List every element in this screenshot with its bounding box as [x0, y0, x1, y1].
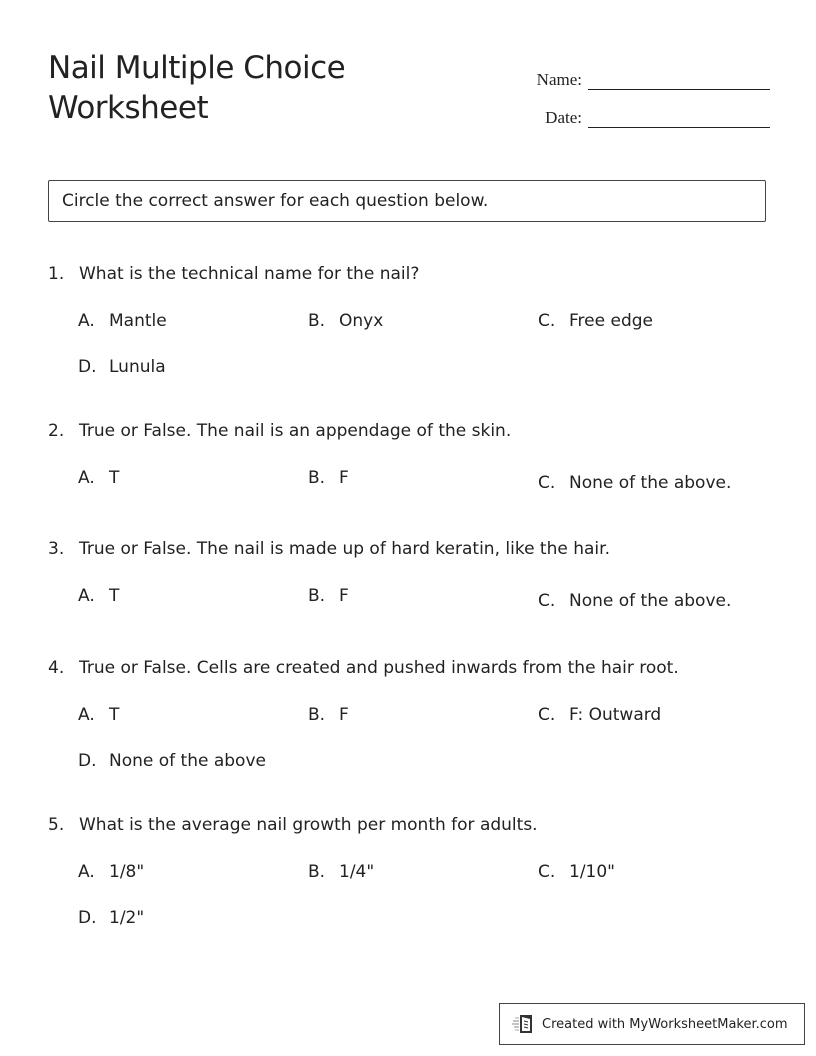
question-number: 4. [48, 658, 65, 678]
option-text: T [109, 468, 120, 488]
option-text: F [339, 468, 349, 488]
option-text: Free edge [569, 311, 653, 331]
date-field[interactable] [588, 107, 770, 128]
name-field[interactable] [588, 69, 770, 90]
option-b[interactable] [308, 585, 349, 607]
option-letter: A. [78, 468, 95, 488]
option-letter: B. [308, 586, 326, 606]
question-prompt: What is the technical name for the nail? [79, 264, 420, 284]
worksheet-maker-logo-icon [512, 1013, 536, 1035]
option-text: F: Outward [569, 705, 662, 725]
option-text: T [109, 705, 120, 725]
question-text [48, 538, 778, 560]
question-prompt: What is the average nail growth per month for adults. [79, 815, 538, 835]
question-prompt: True or False. The nail is an appendage of the skin. [79, 421, 512, 441]
option-text: 1/10" [569, 862, 615, 882]
question-text [48, 263, 778, 285]
footer-badge[interactable] [499, 1003, 805, 1045]
question-number: 3. [48, 539, 65, 559]
option-b[interactable] [308, 467, 349, 489]
option-d[interactable] [78, 750, 266, 772]
option-c[interactable] [538, 590, 731, 612]
question-number: 5. [48, 815, 65, 835]
option-text: F [339, 705, 349, 725]
option-letter: C. [538, 862, 556, 882]
name-label: Name: [536, 70, 582, 89]
question-3 [48, 538, 778, 611]
name-field-row [500, 52, 770, 90]
option-text: Onyx [339, 311, 384, 331]
option-letter: A. [78, 586, 95, 606]
question-1 [48, 263, 778, 377]
option-text: Mantle [109, 311, 167, 331]
option-letter: D. [78, 357, 97, 377]
option-letter: D. [78, 908, 97, 928]
option-letter: B. [308, 311, 326, 331]
option-letter: A. [78, 311, 95, 331]
option-text: None of the above. [569, 591, 732, 611]
option-letter: C. [538, 311, 556, 331]
option-a[interactable] [78, 585, 119, 607]
question-number: 2. [48, 421, 65, 441]
option-a[interactable] [78, 467, 119, 489]
date-label: Date: [545, 108, 582, 127]
option-c[interactable] [538, 310, 653, 332]
option-b[interactable] [308, 310, 383, 332]
date-field-row [500, 90, 770, 128]
option-b[interactable] [308, 704, 349, 726]
option-letter: A. [78, 862, 95, 882]
option-letter: D. [78, 751, 97, 771]
question-number: 1. [48, 264, 65, 284]
option-letter: C. [538, 591, 556, 611]
instructions-text: Circle the correct answer for each question below. [62, 191, 489, 211]
option-a[interactable] [78, 310, 167, 332]
question-5 [48, 814, 778, 928]
option-text: F [339, 586, 349, 606]
instructions-box [48, 180, 766, 222]
option-c[interactable] [538, 704, 661, 726]
question-text [48, 814, 778, 836]
option-text: None of the above [109, 751, 266, 771]
option-d[interactable] [78, 907, 144, 929]
option-letter: B. [308, 862, 326, 882]
option-text: T [109, 586, 120, 606]
option-letter: B. [308, 468, 326, 488]
title-line-2: Worksheet [48, 90, 209, 126]
question-4 [48, 657, 778, 771]
option-d[interactable] [78, 356, 166, 378]
option-a[interactable] [78, 861, 144, 883]
option-a[interactable] [78, 704, 119, 726]
option-letter: C. [538, 473, 556, 493]
student-info [500, 52, 770, 128]
title-line-1: Nail Multiple Choice [48, 50, 346, 86]
option-text: 1/2" [109, 908, 145, 928]
option-text: Lunula [109, 357, 166, 377]
question-text [48, 420, 778, 442]
option-letter: A. [78, 705, 95, 725]
option-letter: B. [308, 705, 326, 725]
option-b[interactable] [308, 861, 374, 883]
option-c[interactable] [538, 861, 615, 883]
question-prompt: True or False. Cells are created and pushed inwards from the hair root. [79, 658, 679, 678]
option-text: None of the above. [569, 473, 732, 493]
question-text [48, 657, 778, 679]
option-letter: C. [538, 705, 556, 725]
footer-text: Created with MyWorksheetMaker.com [542, 1016, 788, 1032]
question-2 [48, 420, 778, 493]
question-prompt: True or False. The nail is made up of hard keratin, like the hair. [79, 539, 610, 559]
page-title [48, 48, 448, 128]
option-text: 1/8" [109, 862, 145, 882]
option-c[interactable] [538, 472, 731, 494]
option-text: 1/4" [339, 862, 375, 882]
